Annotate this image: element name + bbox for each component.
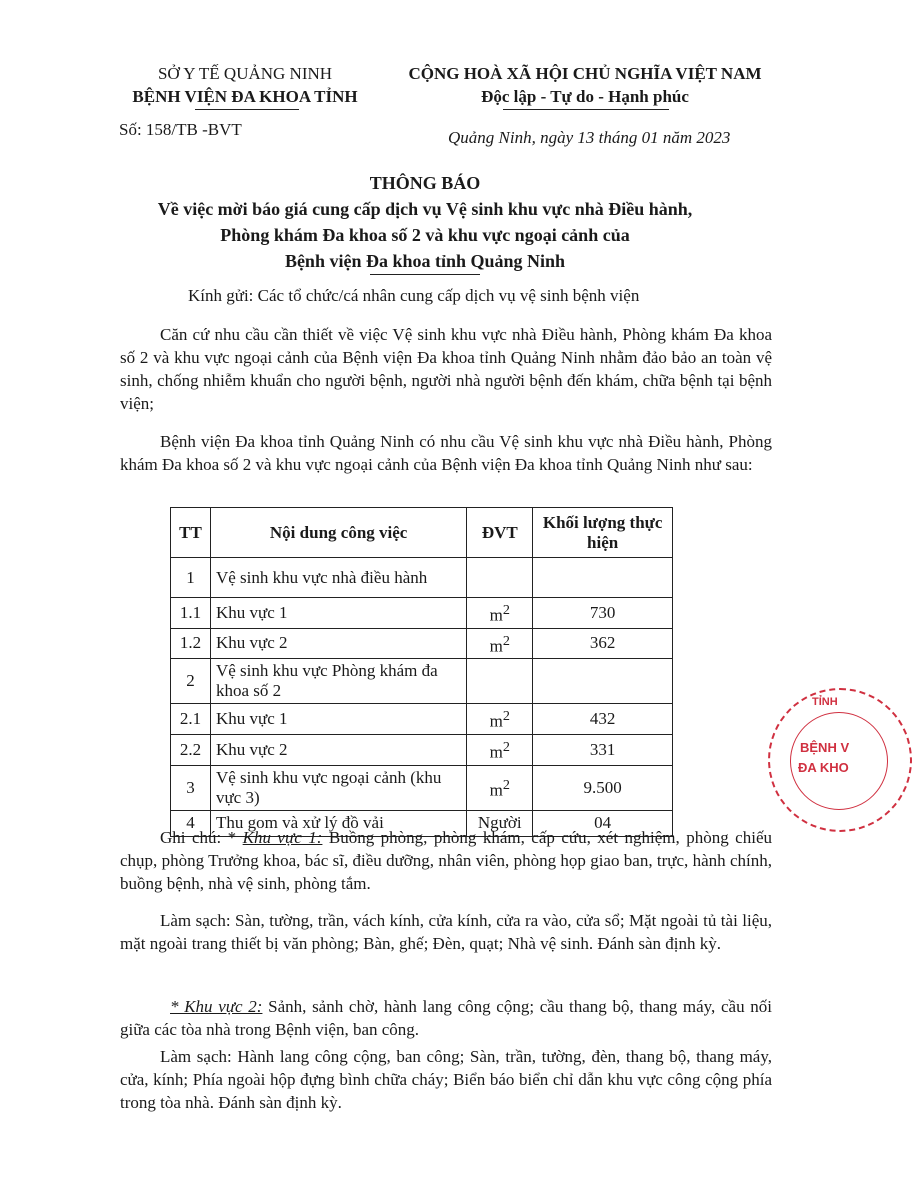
subject-line-2: Phòng khám Đa khoa số 2 và khu vực ngoại cảnh của <box>220 225 630 245</box>
table-row <box>171 704 673 735</box>
national-motto: Độc lập - Tự do - Hạnh phúc <box>481 87 689 106</box>
cell-tt: 2.2 <box>171 734 211 765</box>
authority-name: SỞ Y TẾ QUẢNG NINH <box>157 64 333 83</box>
unit-superscript: 2 <box>502 632 510 649</box>
cell-tt: 2 <box>171 659 211 704</box>
subject-line-1: Về việc mời báo giá cung cấp dịch vụ Vệ sinh khu vực nhà Điều hành, <box>157 199 693 219</box>
cell-volume: 04 <box>533 810 673 836</box>
cell-volume <box>533 558 673 598</box>
unit-text: m <box>489 711 503 731</box>
unit-text: m <box>489 780 503 800</box>
title-underline <box>370 274 480 275</box>
paragraph-needs: Bệnh viện Đa khoa tỉnh Quảng Ninh có nhu cầu Vệ sinh khu vực nhà Điều hành, Phòng khám Đa khoa số 2 và khu vực ngoại cảnh của Bệnh viện Đa khoa tỉnh Quảng Ninh như sau: <box>120 432 772 474</box>
cell-content: Khu vực 1 <box>210 598 466 629</box>
stamp-line-1: BỆNH V <box>800 740 850 755</box>
header-content: Nội dung công việc <box>210 508 466 558</box>
cell-volume: 331 <box>533 734 673 765</box>
cell-unit <box>467 558 533 598</box>
cell-tt: 3 <box>171 765 211 810</box>
motto-underline <box>503 109 669 110</box>
cell-tt: 4 <box>171 810 211 836</box>
cell-tt: 1 <box>171 558 211 598</box>
unit-superscript: 2 <box>502 602 510 618</box>
table-row <box>171 558 673 598</box>
cell-volume: 730 <box>533 598 673 629</box>
cell-unit <box>467 628 533 659</box>
stamp-top-text: TỈNH <box>812 696 838 708</box>
hospital-name <box>95 85 395 108</box>
cell-content: Vệ sinh khu vực nhà điều hành <box>210 558 466 598</box>
national-title <box>385 62 785 108</box>
issuing-authority <box>95 62 395 108</box>
hospital-name-text: BỆNH VIỆN ĐA KHOA TỈNH <box>132 87 358 106</box>
subject-line-3: Bệnh viện Đa khoa tỉnh Quảng Ninh <box>284 251 566 271</box>
table-row <box>171 598 673 629</box>
table-row <box>171 734 673 765</box>
recipient-line: Kính gửi: Các tổ chức/cá nhân cung cấp dịch vụ vệ sinh bệnh viện <box>188 286 640 305</box>
cell-content: Khu vực 2 <box>210 628 466 659</box>
table-header-row <box>171 508 673 558</box>
unit-superscript: 2 <box>502 776 510 793</box>
note-area-1 <box>120 826 772 895</box>
document-number: Số: 158/TB -BVT <box>119 120 242 139</box>
cell-content: Vệ sinh khu vực Phòng khám đa khoa số 2 <box>210 659 466 704</box>
unit-superscript: 2 <box>502 738 510 755</box>
note-prefix: Ghi chú: * <box>160 828 243 847</box>
stamp-line-2: ĐA KHO <box>798 760 849 775</box>
paragraph-basis: Căn cứ nhu cầu cần thiết về việc Vệ sinh khu vực nhà Điều hành, Phòng khám Đa khoa số 2 và khu vực ngoại cảnh của Bệnh viện Đa khoa tỉnh Quảng Ninh nhằm đảo bảo an toàn vệ sinh, chống nhiễm khuẩn cho người bệnh, người nhà người bệnh đến khám, chữa bệnh tại bệnh viện; <box>120 325 772 413</box>
header-volume: Khối lượng thực hiện <box>533 508 673 558</box>
unit-text: m <box>489 605 503 625</box>
note-area-1-text: Buồng phòng, phòng khám, cấp cứu, xét nghiệm, phòng chiếu chụp, phòng Trưởng khoa, bác sĩ, điều dưỡng, nhân viên, phòng họp giao ban, trực, hành chính, buồng bệnh, nhà vệ sinh, phòng tắm. <box>120 828 772 893</box>
cell-tt: 1.2 <box>171 628 211 659</box>
cell-unit <box>467 765 533 810</box>
header-unit: ĐVT <box>467 508 533 558</box>
note-area-1-cleaning: Làm sạch: Sàn, tường, trần, vách kính, cửa kính, cửa ra vào, cửa sổ; Mặt ngoài tủ tài liệu, mặt ngoài trang thiết bị văn phòng; Bàn, ghế; Đèn, quạt; Nhà vệ sinh. Đánh sàn định kỳ. <box>120 911 772 953</box>
cell-unit: Người <box>467 810 533 836</box>
cell-unit <box>467 704 533 735</box>
header-tt: TT <box>171 508 211 558</box>
cell-unit <box>467 598 533 629</box>
cell-content: Thu gom và xử lý đồ vải <box>210 810 466 836</box>
note-area-1-label: Khu vực 1: <box>242 828 323 847</box>
hospital-name-underline <box>195 109 299 110</box>
note-area-2 <box>120 995 772 1041</box>
cell-volume: 362 <box>533 628 673 659</box>
table-row <box>171 765 673 810</box>
cell-unit <box>467 659 533 704</box>
cell-tt: 1.1 <box>171 598 211 629</box>
table-row <box>171 628 673 659</box>
cell-volume: 432 <box>533 704 673 735</box>
cell-content: Khu vực 2 <box>210 734 466 765</box>
unit-text: m <box>489 742 503 762</box>
document-title-block <box>80 170 770 274</box>
official-stamp <box>768 688 912 832</box>
cell-volume: 9.500 <box>533 765 673 810</box>
unit-text: m <box>489 636 503 656</box>
unit-superscript: 2 <box>502 708 510 725</box>
note-area-2-text: Sảnh, sảnh chờ, hành lang công cộng; cầu thang bộ, thang máy, cầu nối giữa các tòa nhà trong Bệnh viện, ban công. <box>120 997 772 1039</box>
national-name: CỘNG HOÀ XÃ HỘI CHỦ NGHĨA VIỆT NAM <box>408 64 762 83</box>
cell-content: Khu vực 1 <box>210 704 466 735</box>
cell-content: Vệ sinh khu vực ngoại cảnh (khu vực 3) <box>210 765 466 810</box>
cell-tt: 2.1 <box>171 704 211 735</box>
cell-volume <box>533 659 673 704</box>
work-volume-table <box>170 507 673 837</box>
place-date: Quảng Ninh, ngày 13 tháng 01 năm 2023 <box>448 128 731 147</box>
table-row <box>171 659 673 704</box>
note-area-2-cleaning: Làm sạch: Hành lang công cộng, ban công; Sàn, trần, tường, đèn, thang bộ, thang máy, cửa, kính; Phía ngoài hộp đựng bình chữa cháy; Biển báo biển chỉ dẫn khu vực công cộng phía trong tòa nhà. Đánh sàn định kỳ. <box>120 1047 772 1112</box>
document-title: THÔNG BÁO <box>369 173 481 193</box>
cell-unit <box>467 734 533 765</box>
note-area-2-label: * Khu vực 2: <box>170 997 263 1016</box>
